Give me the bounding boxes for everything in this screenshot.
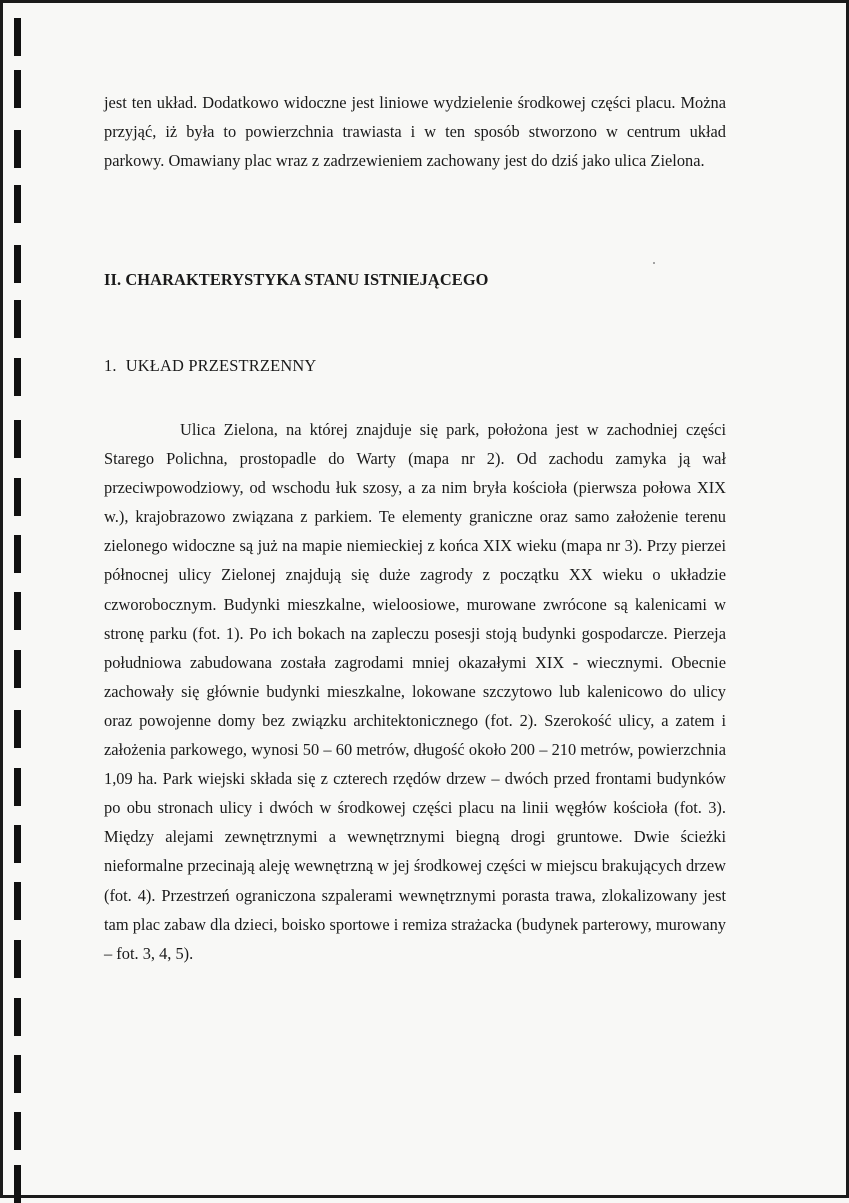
binding-hole bbox=[14, 478, 21, 516]
binding-hole bbox=[14, 650, 21, 688]
binding-hole bbox=[14, 768, 21, 806]
intro-paragraph-block bbox=[104, 88, 726, 175]
binding-hole bbox=[14, 535, 21, 573]
binding-hole bbox=[14, 1055, 21, 1093]
binding-hole bbox=[14, 70, 21, 108]
binding-hole bbox=[14, 1112, 21, 1150]
scan-speck bbox=[653, 262, 655, 264]
body-paragraph: Ulica Zielona, na której znajduje się park, położona jest w zachodniej części Starego Polichna, prostopadle do Warty (mapa nr 2). Od zachodu zamyka ją wał przeciwpowodziowy, od wschodu łuk szosy, a za nim bryła kościoła (pierwsza połowa XIX w.), krajobrazowo związana z parkiem. Te elementy graniczne oraz samo założenie terenu zielonego widoczne są już na mapie niemieckiej z końca XIX wieku (mapa nr 3). Przy pierzei północnej ulicy Zielonej znajdują się duże zagrody z początku XX wieku o układzie czworobocznym. Budynki mieszkalne, wieloosiowe, murowane zwrócone są kalenicami w stronę parku (fot. 1). Po ich bokach na zapleczu posesji stoją budynki gospodarcze. Pierzeja południowa zabudowana została zagrodami mniej okazałymi XIX - wiecznymi. Obecnie zachowały się głównie budynki mieszkalne, lokowane szczytowo lub kalenicowo do ulicy oraz powojenne domy bez związku architektonicznego (fot. 2). Szerokość ulicy, a zatem i założenia parkowego, wynosi 50 – 60 metrów, długość około 200 – 210 metrów, powierzchnia 1,09 ha. Park wiejski składa się z czterech rzędów drzew – dwóch przed frontami budynków po obu stronach ulicy i dwóch w środkowej części placu na linii węgłów kościoła (fot. 3). Między alejami zewnętrznymi a wewnętrznymi biegną drogi gruntowe. Dwie ścieżki nieformalne przecinają aleję wewnętrzną w jej środkowej części w miejscu brakujących drzew (fot. 4). Przestrzeń ograniczona szpalerami wewnętrznymi porasta trawa, zlokalizowany jest tam plac zabaw dla dzieci, boisko sportowe i remiza strażacka (budynek parterowy, murowany – fot. 3, 4, 5). bbox=[104, 420, 726, 963]
binding-hole bbox=[14, 185, 21, 223]
binding-hole bbox=[14, 130, 21, 168]
binding-hole bbox=[14, 420, 21, 458]
section-heading: II. CHARAKTERYSTYKA STANU ISTNIEJĄCEGO bbox=[104, 270, 489, 289]
binding-hole bbox=[14, 300, 21, 338]
intro-paragraph: jest ten układ. Dodatkowo widoczne jest liniowe wydzielenie środkowej części placu. Można przyjąć, iż była to powierzchnia trawiasta i w ten sposób stworzono w centrum układ parkowy. Omawiany plac wraz z zadrzewieniem zachowany jest do dziś jako ulica Zielona. bbox=[104, 93, 726, 171]
binding-hole bbox=[14, 825, 21, 863]
binding-holes bbox=[14, 0, 26, 1198]
subsection-number: 1. bbox=[104, 356, 117, 375]
binding-hole bbox=[14, 940, 21, 978]
binding-hole bbox=[14, 882, 21, 920]
binding-hole bbox=[14, 358, 21, 396]
binding-hole bbox=[14, 592, 21, 630]
binding-hole bbox=[14, 245, 21, 283]
subsection-heading bbox=[104, 356, 316, 376]
binding-hole bbox=[14, 1165, 21, 1203]
body-paragraph-block bbox=[104, 415, 726, 968]
binding-hole bbox=[14, 18, 21, 56]
binding-hole bbox=[14, 998, 21, 1036]
binding-hole bbox=[14, 710, 21, 748]
subsection-title: UKŁAD PRZESTRZENNY bbox=[125, 356, 317, 375]
